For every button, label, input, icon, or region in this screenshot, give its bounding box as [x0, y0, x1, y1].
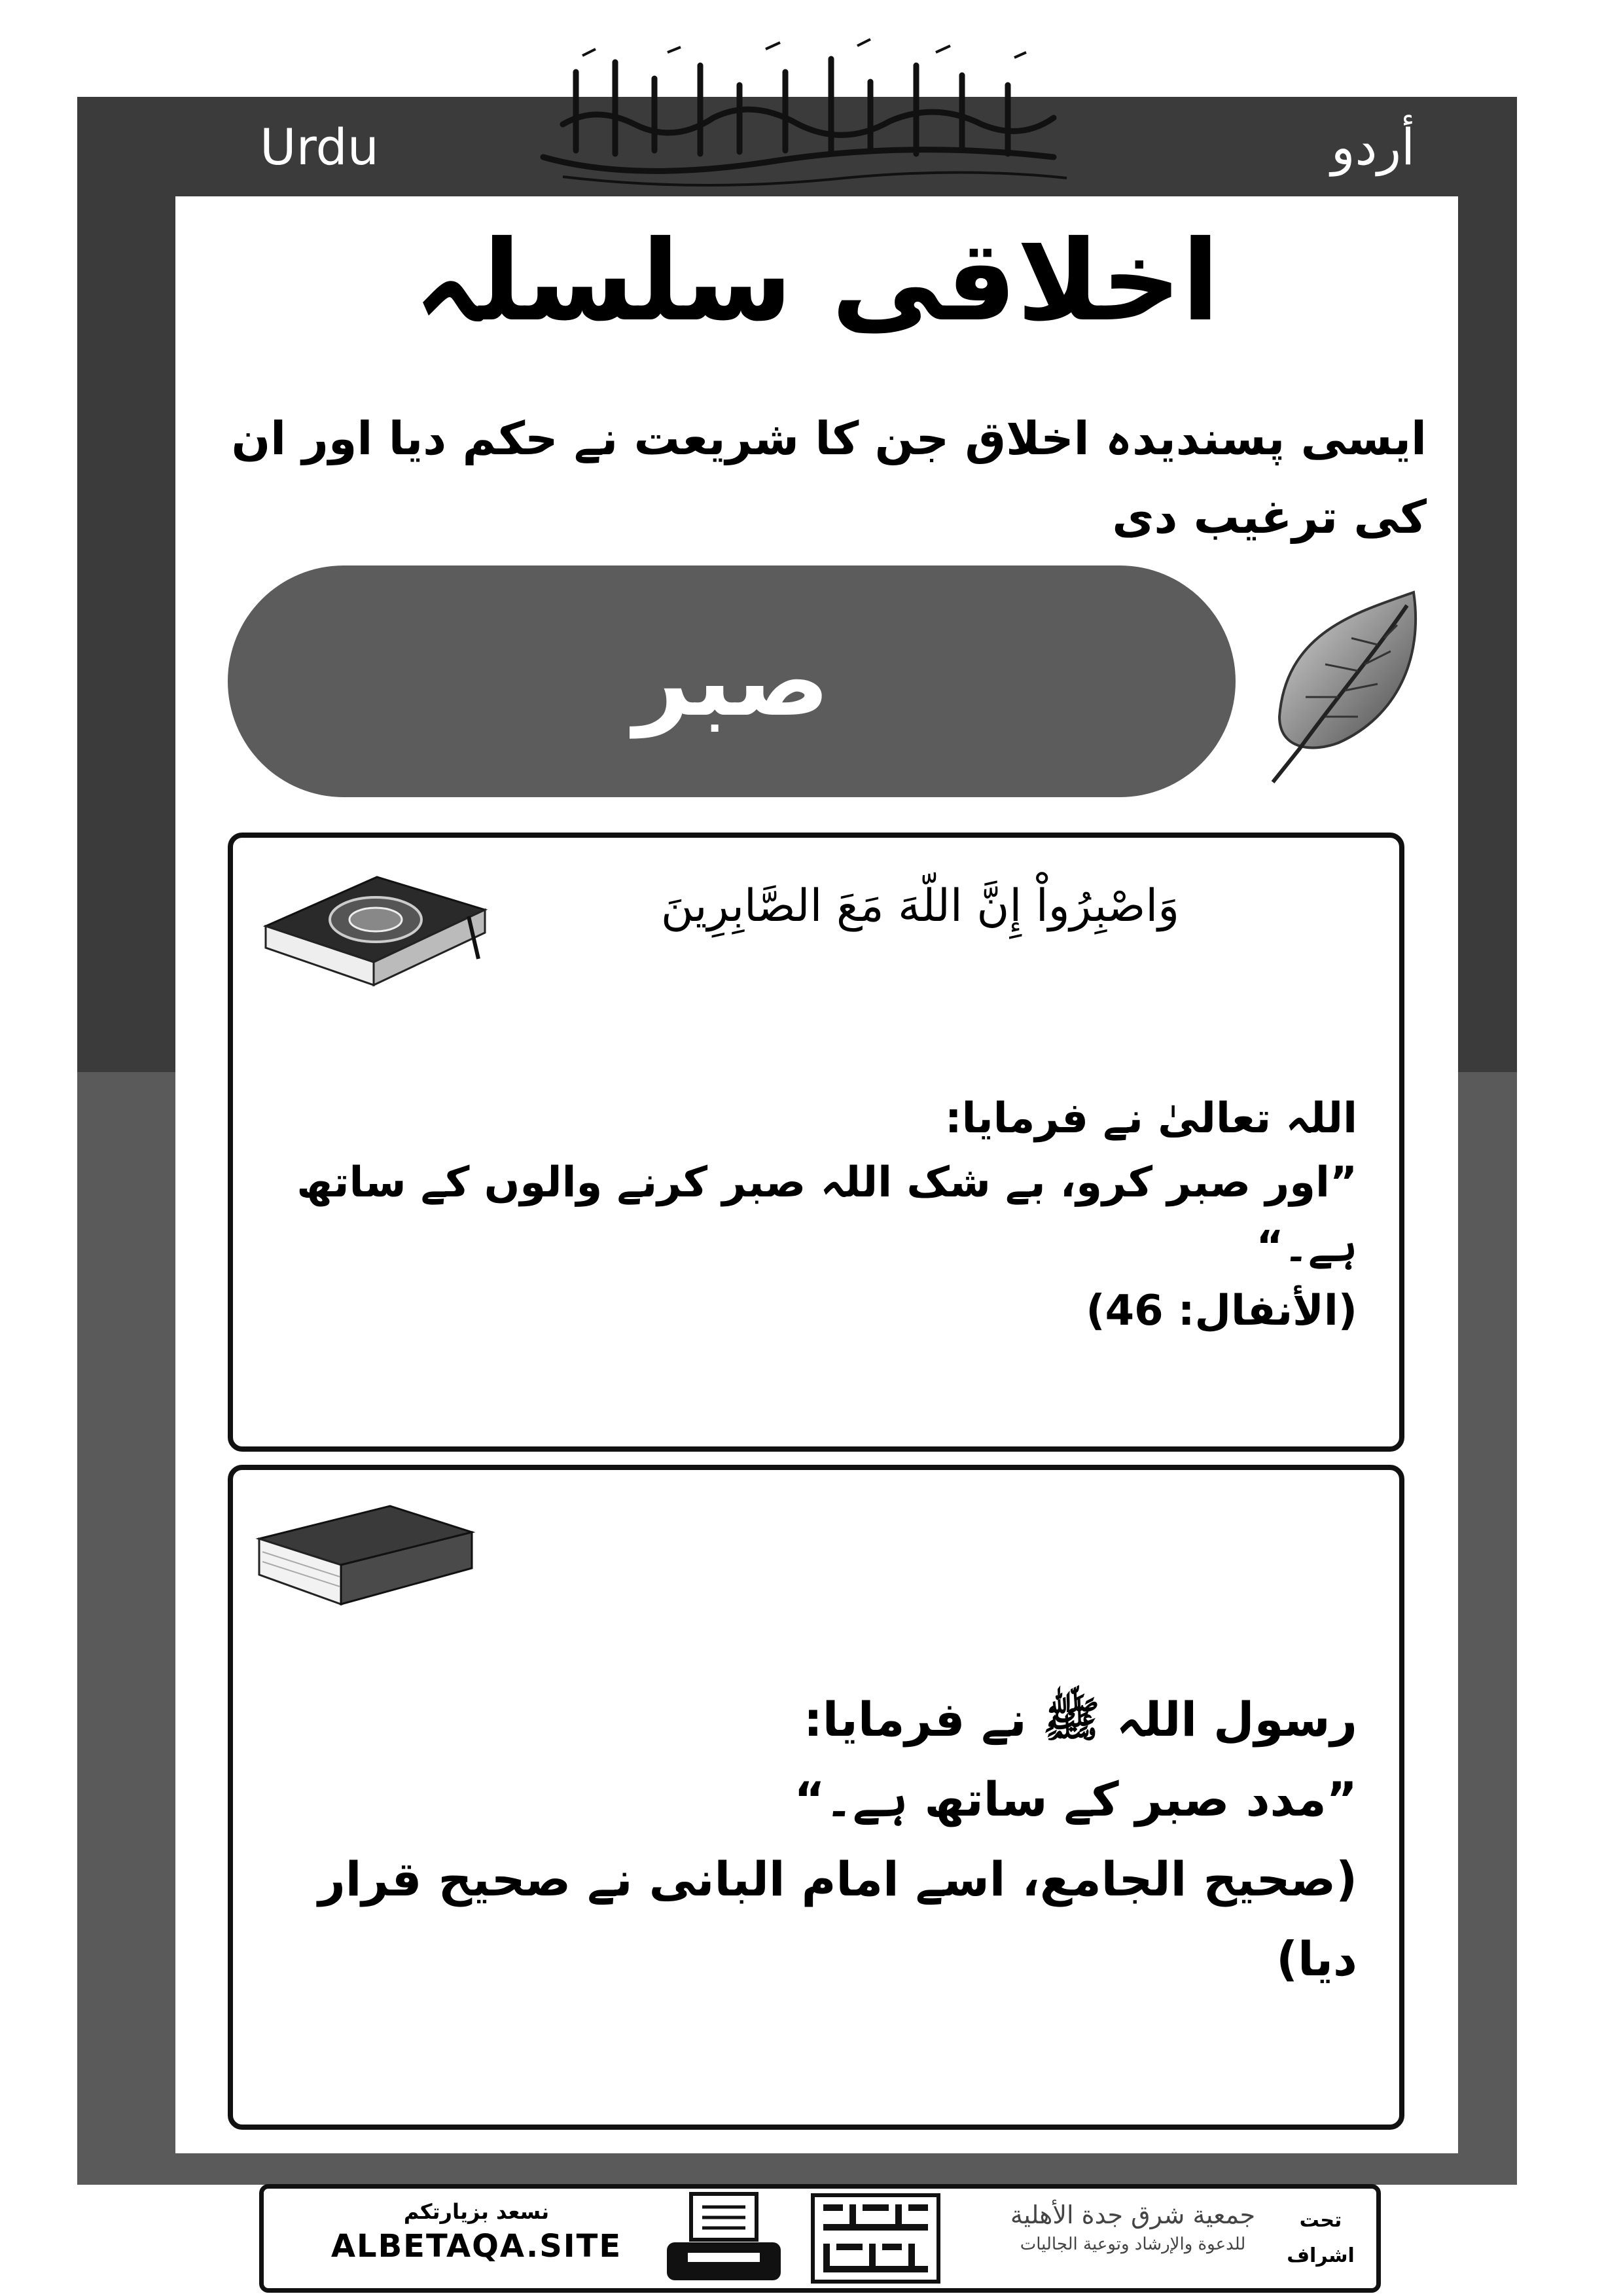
- topic-banner: [228, 565, 1236, 797]
- language-tab-english: Urdu: [260, 117, 379, 176]
- topic-label: صبر: [633, 624, 830, 738]
- association-subtitle: للدعوة والإرشاد وتوعية الجاليات: [1020, 2234, 1246, 2254]
- association-logo: [989, 2200, 1277, 2254]
- leaf-icon: [1260, 586, 1430, 795]
- printer-icon: [662, 2190, 786, 2286]
- site-url[interactable]: ALBETAQA.SITE: [330, 2228, 622, 2265]
- quran-verse-box: [228, 833, 1404, 1452]
- quran-translation: [271, 1086, 1357, 1343]
- hadith-line-text: ”مدد صبر کے ساتھ ہے۔“: [794, 1772, 1357, 1827]
- hadith-box: [228, 1465, 1404, 2130]
- hadith-line-reference: (صحیح الجامع، اسے امام البانی نے صحیح قرار دیا): [318, 1852, 1357, 1986]
- association-name: جمعية شرق جدة الأهلية: [1010, 2200, 1256, 2229]
- basmala-calligraphy-icon: [504, 26, 1093, 196]
- dawah-logo-icon: [810, 2193, 941, 2284]
- hadith-text: [271, 1679, 1357, 1999]
- hadith-line-intro: رسول اللہ ﷺ نے فرمایا:: [803, 1692, 1357, 1747]
- quran-book-icon: [253, 864, 495, 995]
- supervision-line-1: تحت: [1299, 2209, 1342, 2232]
- site-link[interactable]: [323, 2199, 630, 2265]
- quran-line-reference: (الأنفال: 46): [1086, 1287, 1357, 1335]
- book-icon: [249, 1493, 478, 1617]
- quran-line-intro: اللہ تعالیٰ نے فرمایا:: [945, 1094, 1357, 1143]
- page-subtitle: ایسی پسندیدہ اخلاق جن کا شریعت نے حکم دیا اور ان کی ترغیب دی: [231, 412, 1427, 544]
- visit-text: نسعد بزيارتكم: [403, 2199, 550, 2224]
- quran-verse: وَاصْبِرُواْ إِنَّ اللّهَ مَعَ الصَّابِرِينَ: [660, 880, 1180, 932]
- supervision-label: [1285, 2203, 1357, 2274]
- footer-bar: [259, 2184, 1381, 2293]
- language-tab-arabic: أردو: [1330, 117, 1416, 176]
- supervision-line-2: اشراف: [1287, 2244, 1355, 2267]
- quran-line-translation: ”اور صبر کرو، بے شک اللہ صبر کرنے والوں کے ساتھ ہے۔“: [296, 1158, 1357, 1271]
- page-title: اخلاقی سلسلہ: [414, 217, 1220, 346]
